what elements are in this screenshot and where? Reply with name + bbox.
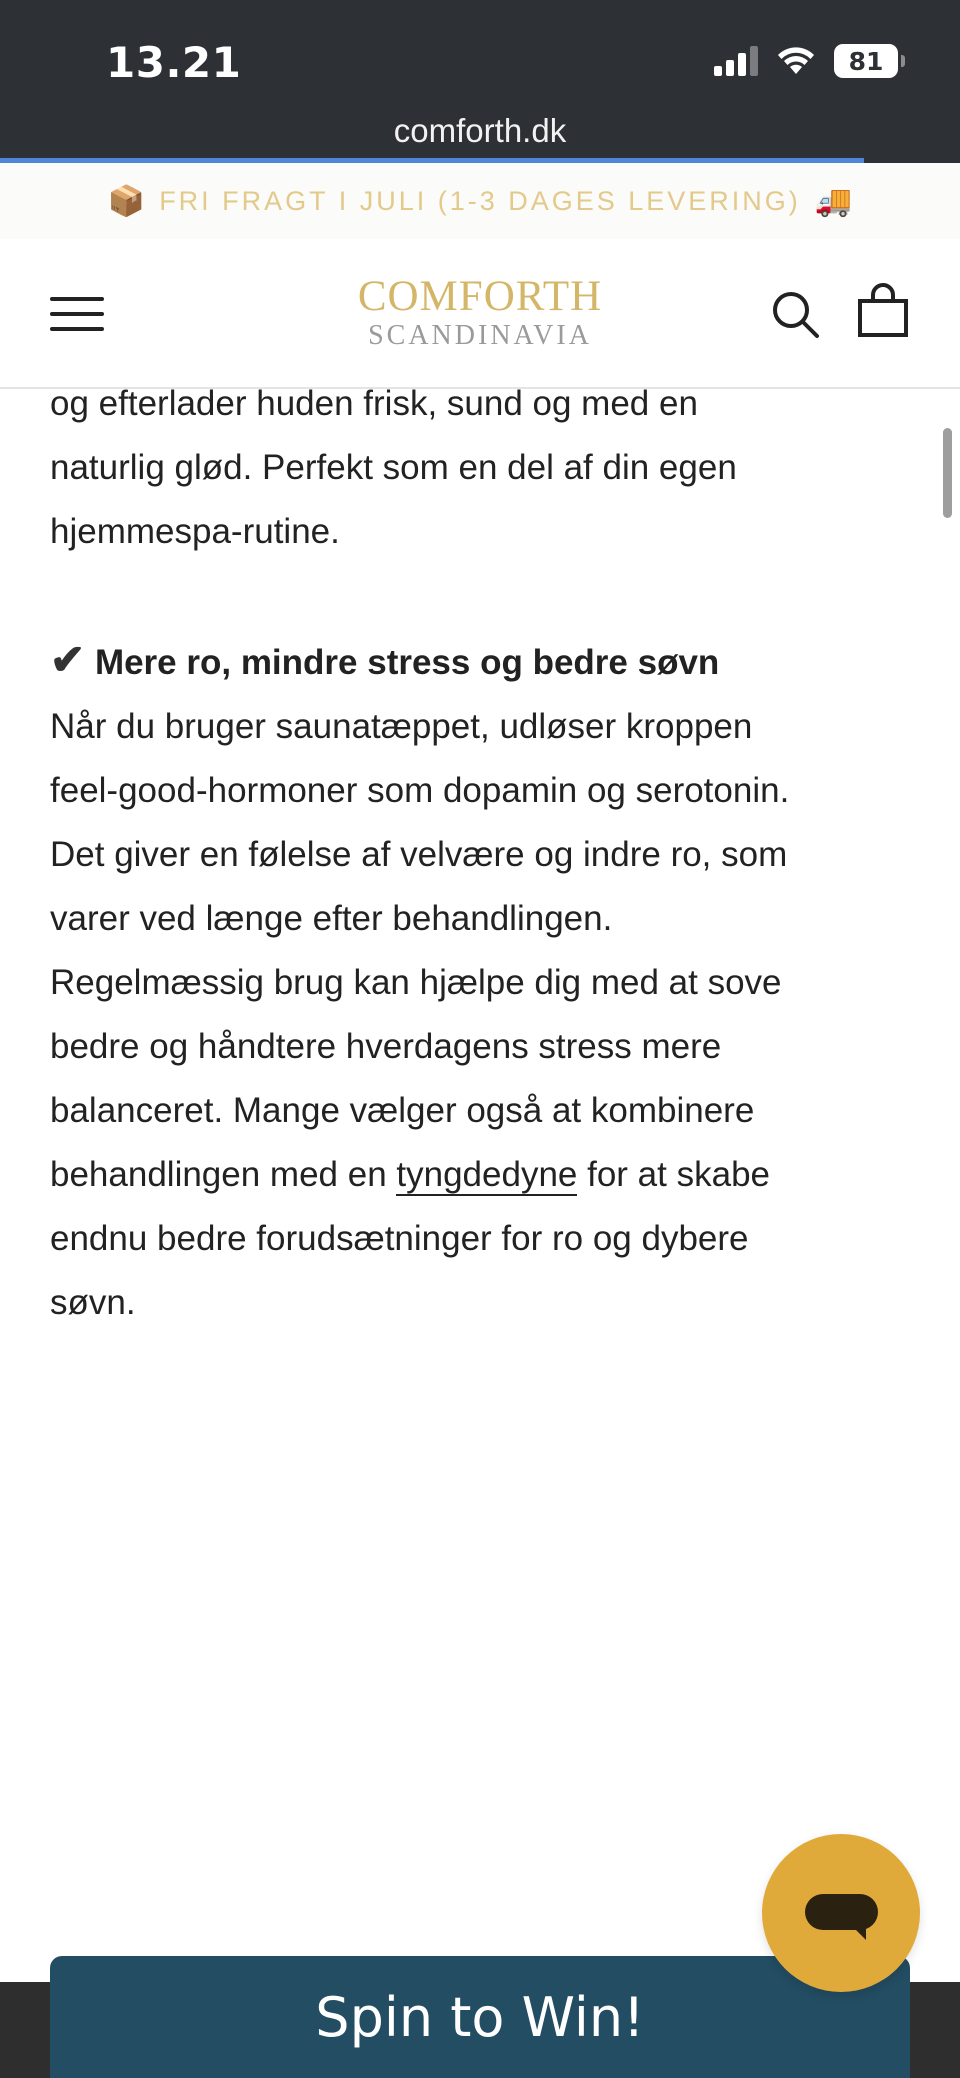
wifi-icon — [776, 46, 816, 76]
spin-to-win-label: Spin to Win! — [315, 1985, 645, 2049]
chat-bubble-icon — [762, 1834, 920, 1992]
text-line: Regelmæssig brug kan hjælpe dig med at sove — [50, 963, 782, 1002]
search-icon[interactable] — [768, 287, 822, 341]
package-icon: 📦 — [107, 184, 146, 218]
announcement-text: FRI FRAGT I JULI (1-3 DAGES LEVERING) — [159, 185, 801, 216]
logo-main-text: COMFORTH — [357, 273, 603, 320]
paragraph-skin — [50, 372, 910, 564]
text-line: endnu bedre forudsætninger for ro og dybere — [50, 1219, 749, 1258]
text-line: for at skabe — [577, 1155, 770, 1194]
subheading-text: Mere ro, mindre stress og bedre søvn — [94, 643, 720, 682]
announcement-bar — [0, 163, 960, 239]
address-bar-url[interactable]: comforth.dk — [393, 112, 567, 149]
text-line: søvn. — [50, 1283, 136, 1322]
cellular-signal-icon — [714, 46, 758, 76]
status-bar — [0, 0, 960, 163]
product-description — [50, 372, 910, 1335]
site-header — [0, 239, 960, 389]
menu-icon[interactable] — [50, 295, 104, 333]
text-line: bedre og håndtere hverdagens stress mere — [50, 1027, 722, 1066]
text-line: hjemmespa-rutine. — [50, 512, 340, 551]
benefit-heading — [50, 628, 910, 695]
logo-sub-text: SCANDINAVIA — [368, 320, 592, 351]
chat-button[interactable] — [762, 1834, 920, 1992]
delivery-truck-icon: 🚚 — [814, 184, 853, 218]
text-line: og efterlader huden frisk, sund og med en — [50, 384, 698, 423]
paragraph-stress — [50, 695, 910, 1335]
text-line: Når du bruger saunatæppet, udløser kroppen — [50, 707, 753, 746]
status-time: 13.21 — [106, 38, 242, 87]
status-icons — [714, 44, 898, 78]
battery-level: 81 — [848, 46, 884, 76]
page-scrollbar[interactable] — [943, 428, 952, 518]
text-line: behandlingen med en — [50, 1155, 397, 1194]
text-line: Det giver en følelse af velvære og indre ro, som — [50, 835, 788, 874]
text-line: naturlig glød. Perfekt som en del af din egen — [50, 448, 737, 487]
shopping-bag-icon[interactable] — [856, 283, 910, 339]
text-line: balanceret. Mange vælger også at kombinere — [50, 1091, 755, 1130]
text-line: feel-good-hormoner som dopamin og serotonin. — [50, 771, 790, 810]
checkmark-icon: ✔ — [50, 636, 86, 683]
text-line: varer ved længe efter behandlingen. — [50, 899, 613, 938]
battery-icon — [834, 44, 898, 78]
tyngdedyne-link[interactable]: tyngdedyne — [396, 1155, 578, 1194]
